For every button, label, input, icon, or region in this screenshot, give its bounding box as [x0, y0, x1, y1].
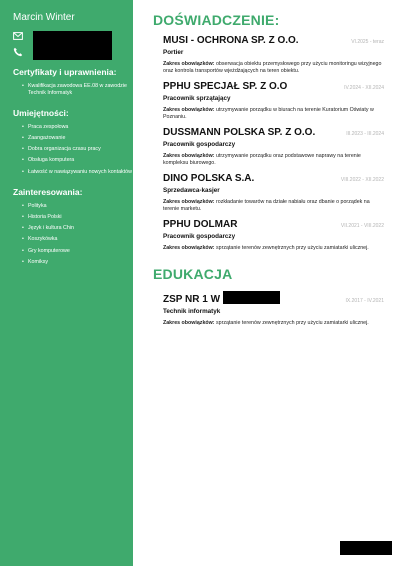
school-name-text: ZSP NR 1 W — [163, 293, 221, 305]
certificates-list — [13, 83, 133, 96]
experience-heading: DOŚWIADCZENIE: — [153, 12, 280, 28]
list-item: • Kwalifikacja zawodowa EE.08 w zawodzie Technik Informatyk — [22, 83, 133, 96]
job-dates: VII.2021 - VIII.2022 — [340, 223, 384, 229]
section-heading-certificates: Certyfikaty i uprawnienia: — [13, 67, 117, 77]
job-entry — [163, 173, 384, 212]
mail-icon — [13, 31, 23, 41]
desc-text: sprzątanie terenów zewnętrznych przy użyciu zamiatarki ulicznej. — [214, 245, 369, 251]
job-entry — [163, 219, 384, 252]
list-item: • Historia Polski — [22, 214, 133, 221]
job-description — [163, 107, 384, 120]
job-description — [163, 61, 384, 74]
job-dates: III.2023 - III.2024 — [346, 131, 384, 137]
desc-text: obserwacja obiektu przemysłowego przy użyciu monitoringu wizyjnego oraz kontrola transportów wjeżdżających na teren obiektu. — [163, 61, 382, 74]
education-description — [163, 320, 384, 327]
desc-label: Zakres obowiązków: — [163, 153, 215, 159]
job-role: Pracownik gospodarczy — [163, 141, 236, 148]
sidebar — [0, 0, 133, 566]
desc-text: utrzymywanie porządku oraz podstawowe naprawy na terenie kompleksu biurowego. — [163, 153, 361, 166]
list-item: • Polityka — [22, 203, 133, 210]
desc-text: rozkładanie towarów na działe nabiału oraz dbanie o porządek na terenie marketu. — [163, 199, 370, 212]
job-description — [163, 245, 384, 252]
job-entry — [163, 127, 384, 166]
list-item: • Łatwość w nawiązywaniu nowych kontaktów — [22, 169, 133, 176]
school-name — [163, 291, 280, 305]
job-role: Sprzedawca-kasjer — [163, 187, 220, 194]
job-dates: VIII.2022 - XII.2022 — [340, 177, 384, 183]
job-entry — [163, 81, 384, 120]
desc-text: sprzątanie terenów zewnętrznych przy użyciu zamiatarki ulicznej. — [214, 319, 369, 326]
list-item: • Praca zespołowa — [22, 124, 133, 131]
desc-label: Zakres obowiązków: — [163, 61, 215, 67]
desc-label: Zakres obowiązków: — [163, 319, 215, 326]
company-name: PPHU SPECJAŁ SP. Z O.O — [163, 81, 288, 92]
education-dates: IX.2017 - IV.2021 — [345, 297, 384, 304]
redacted-school-name — [223, 291, 280, 304]
job-description — [163, 199, 384, 212]
education-entry — [163, 291, 384, 327]
redacted-footer-block — [340, 541, 392, 555]
desc-text: utrzymywanie porządku w biurach na terenie Kuratorium Oświaty w Poznaniu. — [163, 107, 374, 120]
job-dates: IV.2024 - XII.2024 — [344, 85, 384, 91]
section-heading-skills: Umiejętności: — [13, 108, 69, 119]
list-item: • Dobra organizacja czasu pracy — [22, 146, 133, 153]
desc-label: Zakres obowiązków: — [163, 199, 215, 205]
education-role: Technik informatyk — [163, 307, 221, 315]
interests-list — [13, 203, 133, 265]
company-name: DUSSMANN POLSKA SP. Z O.O. — [163, 127, 316, 138]
main-content — [153, 12, 384, 326]
company-name: DINO POLSKA S.A. — [163, 173, 255, 184]
company-name: MUSI - OCHRONA SP. Z O.O. — [163, 35, 299, 46]
job-description — [163, 153, 384, 166]
section-heading-interests: Zainteresowania: — [13, 187, 83, 198]
list-item: • Język i kultura Chin — [22, 225, 133, 232]
desc-label: Zakres obowiązków: — [163, 107, 215, 113]
skills-list — [13, 124, 133, 175]
job-role: Pracownik sprzątający — [163, 95, 231, 102]
job-role: Portier — [163, 49, 184, 56]
phone-icon — [13, 47, 23, 57]
job-role: Pracownik gospodarczy — [163, 233, 236, 240]
job-dates: VI.2025 - teraz — [351, 39, 384, 45]
desc-label: Zakres obowiązków: — [163, 245, 215, 251]
job-entry — [163, 35, 384, 74]
company-name: PPHU DOLMAR — [163, 219, 238, 230]
redacted-contact-block — [33, 31, 112, 60]
education-heading: EDUKACJA — [153, 265, 233, 282]
list-item: • Komiksy — [22, 259, 133, 266]
list-item: • Zaangażowanie — [22, 135, 133, 142]
list-item: • Obsługa komputera — [22, 157, 133, 164]
list-item: • Koszykówka — [22, 236, 133, 243]
list-item: • Gry komputerowe — [22, 248, 133, 255]
candidate-name: Marcin Winter — [13, 12, 75, 23]
